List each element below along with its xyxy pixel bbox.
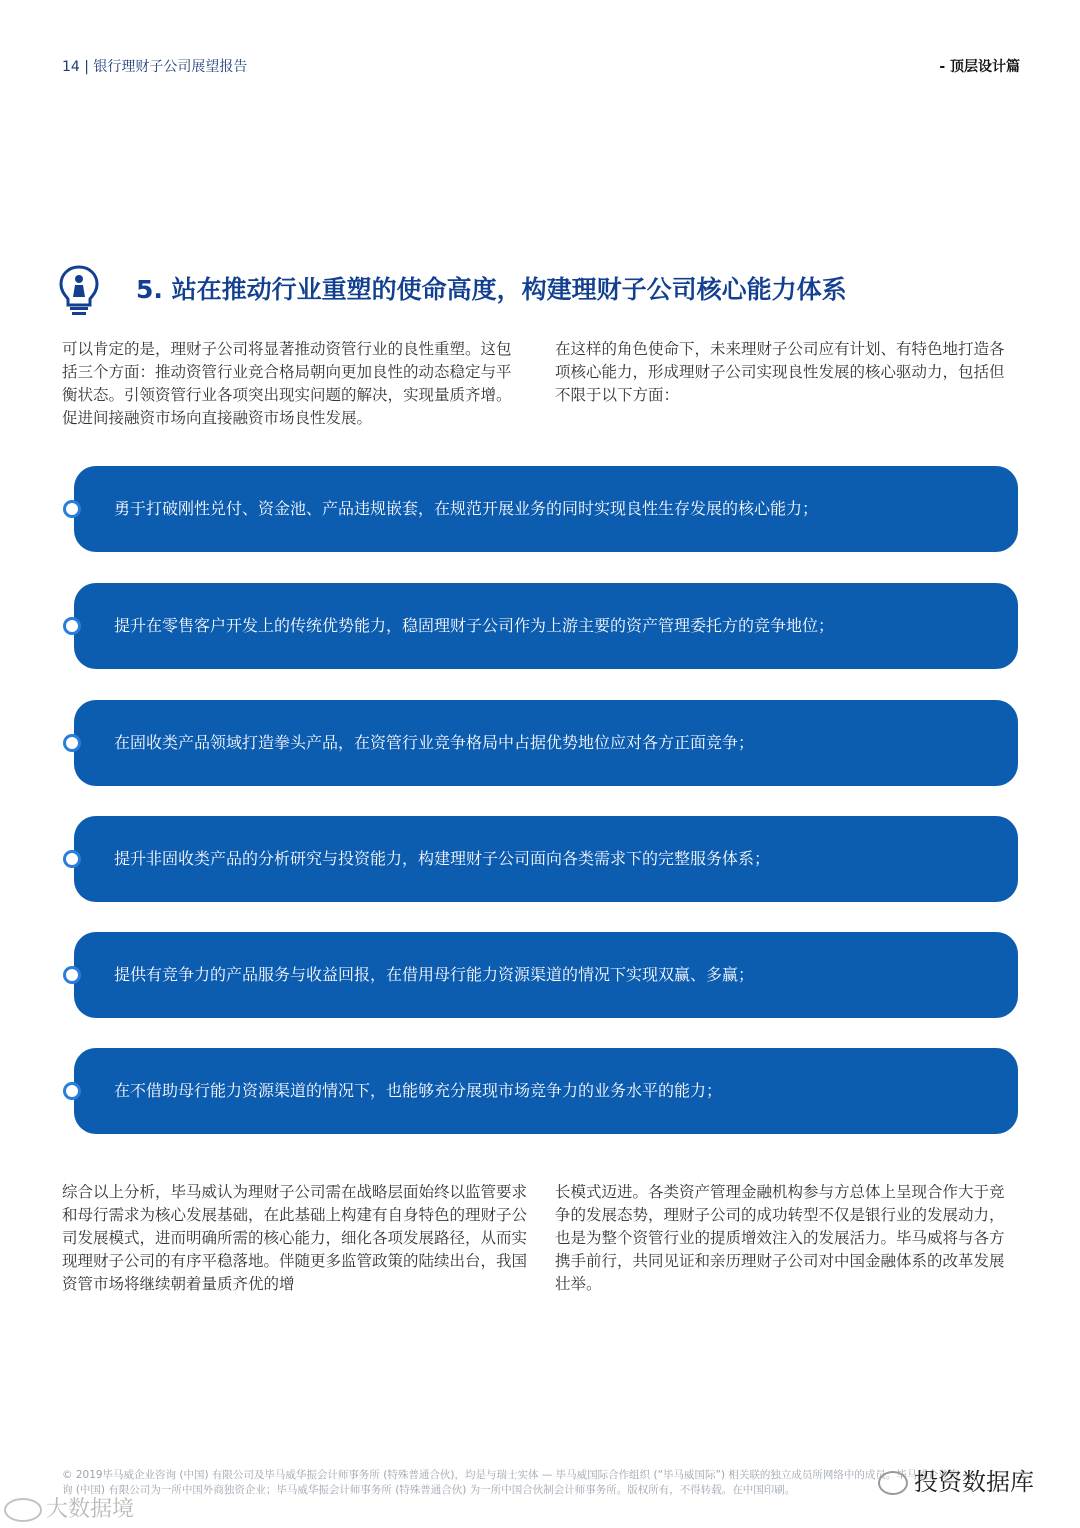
capability-text: 在固收类产品领域打造拳头产品，在资管行业竞争格局中占据优势地位应对各方正面竞争； [114,733,755,752]
wechat-icon [878,1471,908,1495]
bullet-dot-icon [63,617,81,635]
capability-text: 提供有竞争力的产品服务与收益回报，在借用母行能力资源渠道的情况下实现双赢、多赢； [114,965,755,984]
page-header [62,56,1020,78]
watermark-left [4,1492,134,1523]
bullet-dot-icon [63,1082,81,1100]
conclusion-left-paragraph: 综合以上分析，毕马威认为理财子公司需在战略层面始终以监管要求和母行需求为核心发展基础，在此基础上构建有自身特色的理财子公司发展模式，进而明确所需的核心能力，细化各项发展路径，从而实现理财子公司的有序平稳落地。伴随更多监管政策的陆续出台，我国资管市场将继续朝着量质齐优的增 [62,1183,528,1293]
bullet-dot-icon [63,850,81,868]
section-heading [58,262,1018,322]
capability-card [74,1048,1018,1134]
capability-text: 在不借助母行能力资源渠道的情况下，也能够充分展现市场竞争力的业务水平的能力； [114,1081,723,1100]
capability-text: 提升在零售客户开发上的传统优势能力，稳固理财子公司作为上游主要的资产管理委托方的竞争地位； [114,616,835,635]
intro-right-paragraph: 在这样的角色使命下，未来理财子公司应有计划、有特色地打造各项核心能力，形成理财子公司实现良性发展的核心驱动力，包括但不限于以下方面： [555,340,1005,404]
capability-text: 提升非固收类产品的分析研究与投资能力，构建理财子公司面向各类需求下的完整服务体系； [114,849,771,868]
lightbulb-person-icon [58,264,100,318]
intro-left-paragraph: 可以肯定的是，理财子公司将显著推动资管行业的良性重塑。这包括三个方面：推动资管行业竞合格局朝向更加良性的动态稳定与平衡状态。引领资管行业各项突出现实问题的解决，实现量质齐增。促进间接融资市场向直接融资市场良性发展。 [62,340,512,427]
watermark-right [878,1462,1034,1497]
section-label: - 顶层设计篇 [939,59,1020,75]
copyright-footer: © 2019毕马威企业咨询 (中国) 有限公司及毕马威华振会计师事务所 (特殊普通合伙)，均是与瑞士实体 — 毕马威国际合作组织 (“毕马威国际”) 相关联的独立成员所网络中的成员。毕马威企业咨询 (中国) 有限公司为一所中国外商独资企业；毕马威华振会计师事务所 (特殊普通合伙) 为一所中国合伙制会计师事务所。版权所有，不得转载。在中国印刷。 [62,1469,960,1496]
watermark-right-text: 投资数据库 [914,1468,1034,1496]
page-number-label: 14 | 银行理财子公司展望报告 [62,59,248,75]
bullet-dot-icon [63,500,81,518]
bullet-dot-icon [63,966,81,984]
conclusion-right-paragraph: 长模式迈进。各类资产管理金融机构参与方总体上呈现合作大于竞争的发展态势，理财子公司的成功转型不仅是银行业的发展动力，也是为整个资管行业的提质增效注入的发展活力。毕马威将与各方携手前行，共同见证和亲历理财子公司对中国金融体系的改革发展壮举。 [555,1183,1005,1293]
section-title: 5. 站在推动行业重塑的使命高度，构建理财子公司核心能力体系 [136,275,847,304]
capability-card [74,466,1018,552]
capability-text: 勇于打破刚性兑付、资金池、产品违规嵌套，在规范开展业务的同时实现良性生存发展的核心能力； [114,499,819,518]
bullet-dot-icon [63,734,81,752]
capability-card [74,932,1018,1018]
capability-card [74,583,1018,669]
capability-card [74,700,1018,786]
watermark-logo-icon [4,1498,42,1522]
watermark-left-text: 大数据境 [46,1497,135,1522]
capability-card [74,816,1018,902]
